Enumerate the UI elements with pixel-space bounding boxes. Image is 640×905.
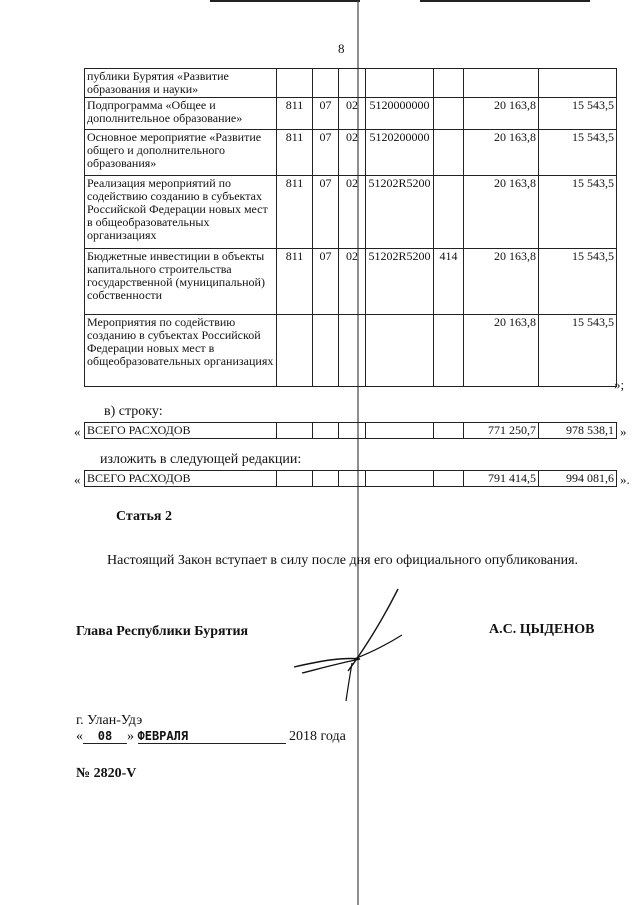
sum-2019 bbox=[539, 69, 617, 98]
old-total-2018: 771 250,7 bbox=[464, 423, 539, 439]
table-row bbox=[85, 471, 617, 487]
row-name: Реализация мероприятий по содействию созданию в субъектах Российской Федерации новых мест в общеобразовательных организациях bbox=[85, 176, 277, 249]
section-code bbox=[313, 69, 339, 98]
new-total-2018: 791 414,5 bbox=[464, 471, 539, 487]
subsection-code bbox=[339, 315, 366, 387]
ministry-code bbox=[277, 69, 313, 98]
expense-code bbox=[434, 69, 464, 98]
sum-2018 bbox=[464, 69, 539, 98]
new-version-instruction: изложить в следующей редакции: bbox=[100, 452, 302, 467]
article-body: Настоящий Закон вступает в силу после дня его официального опубликования. bbox=[107, 553, 579, 568]
row-name: Бюджетные инвестиции в объекты капитального строительства государственной (муниципальной) собственности bbox=[85, 249, 277, 315]
ministry-code: 811 bbox=[277, 176, 313, 249]
date-month: ФЕВРАЛЯ bbox=[138, 729, 286, 744]
sum-2019: 15 543,5 bbox=[539, 130, 617, 176]
sum-2018: 20 163,8 bbox=[464, 176, 539, 249]
expense-code bbox=[434, 130, 464, 176]
replace-instruction: в) строку: bbox=[104, 404, 163, 419]
section-code bbox=[313, 315, 339, 387]
signature-icon bbox=[290, 585, 420, 705]
table-row bbox=[85, 176, 617, 249]
sum-2018: 20 163,8 bbox=[464, 130, 539, 176]
section-code: 07 bbox=[313, 98, 339, 130]
close-quote: » bbox=[620, 424, 627, 439]
subsection-code: 02 bbox=[339, 176, 366, 249]
table-end-mark: »; bbox=[614, 377, 625, 392]
table-row bbox=[85, 315, 617, 387]
target-code bbox=[366, 315, 434, 387]
sum-2019: 15 543,5 bbox=[539, 98, 617, 130]
date-year: 2018 года bbox=[289, 729, 346, 744]
ministry-code bbox=[277, 315, 313, 387]
place: г. Улан-Удэ bbox=[76, 713, 143, 728]
row-name: Мероприятия по содействию созданию в субъектах Российской Федерации новых мест в общеобразовательных организациях bbox=[85, 315, 277, 387]
ministry-code: 811 bbox=[277, 249, 313, 315]
budget-table bbox=[84, 68, 617, 387]
ministry-code: 811 bbox=[277, 98, 313, 130]
old-total-2019: 978 538,1 bbox=[539, 423, 617, 439]
table-row bbox=[85, 69, 617, 98]
date-open-quote: « bbox=[76, 729, 83, 744]
total-label: ВСЕГО РАСХОДОВ bbox=[85, 423, 277, 439]
section-code: 07 bbox=[313, 176, 339, 249]
sum-2019: 15 543,5 bbox=[539, 249, 617, 315]
ministry-code: 811 bbox=[277, 130, 313, 176]
date-line bbox=[76, 729, 346, 745]
article-title: Статья 2 bbox=[116, 509, 172, 524]
row-name: публики Бурятия «Развитие образования и науки» bbox=[85, 69, 277, 98]
head-title: Глава Республики Бурятия bbox=[76, 624, 249, 639]
expense-code bbox=[434, 315, 464, 387]
total-label: ВСЕГО РАСХОДОВ bbox=[85, 471, 277, 487]
close-quote: ». bbox=[620, 472, 630, 487]
target-code: 5120000000 bbox=[366, 98, 434, 130]
open-quote: « bbox=[74, 424, 81, 439]
date-day: 08 bbox=[83, 729, 127, 744]
page-number: 8 bbox=[338, 41, 345, 56]
subsection-code: 02 bbox=[339, 130, 366, 176]
law-number: № 2820-V bbox=[76, 766, 137, 781]
top-edge-line bbox=[210, 0, 360, 2]
table-row bbox=[85, 98, 617, 130]
row-name: Основное мероприятие «Развитие общего и дополнительного образования» bbox=[85, 130, 277, 176]
target-code: 51202R5200 bbox=[366, 249, 434, 315]
sum-2018: 20 163,8 bbox=[464, 249, 539, 315]
subsection-code bbox=[339, 69, 366, 98]
expense-code bbox=[434, 176, 464, 249]
sum-2018: 20 163,8 bbox=[464, 315, 539, 387]
top-edge-line bbox=[420, 0, 590, 2]
subsection-code: 02 bbox=[339, 249, 366, 315]
head-name: А.С. ЦЫДЕНОВ bbox=[489, 622, 595, 637]
target-code: 5120200000 bbox=[366, 130, 434, 176]
target-code bbox=[366, 69, 434, 98]
sum-2019: 15 543,5 bbox=[539, 315, 617, 387]
table-row bbox=[85, 130, 617, 176]
sum-2018: 20 163,8 bbox=[464, 98, 539, 130]
subsection-code: 02 bbox=[339, 98, 366, 130]
old-total-table bbox=[84, 422, 617, 439]
section-code: 07 bbox=[313, 130, 339, 176]
row-name: Подпрограмма «Общее и дополнительное образование» bbox=[85, 98, 277, 130]
table-row bbox=[85, 249, 617, 315]
date-close-quote: » bbox=[127, 729, 134, 744]
sum-2019: 15 543,5 bbox=[539, 176, 617, 249]
expense-code: 414 bbox=[434, 249, 464, 315]
new-total-2019: 994 081,6 bbox=[539, 471, 617, 487]
table-row bbox=[85, 423, 617, 439]
new-total-table bbox=[84, 470, 617, 487]
open-quote: « bbox=[74, 472, 81, 487]
expense-code bbox=[434, 98, 464, 130]
target-code: 51202R5200 bbox=[366, 176, 434, 249]
section-code: 07 bbox=[313, 249, 339, 315]
